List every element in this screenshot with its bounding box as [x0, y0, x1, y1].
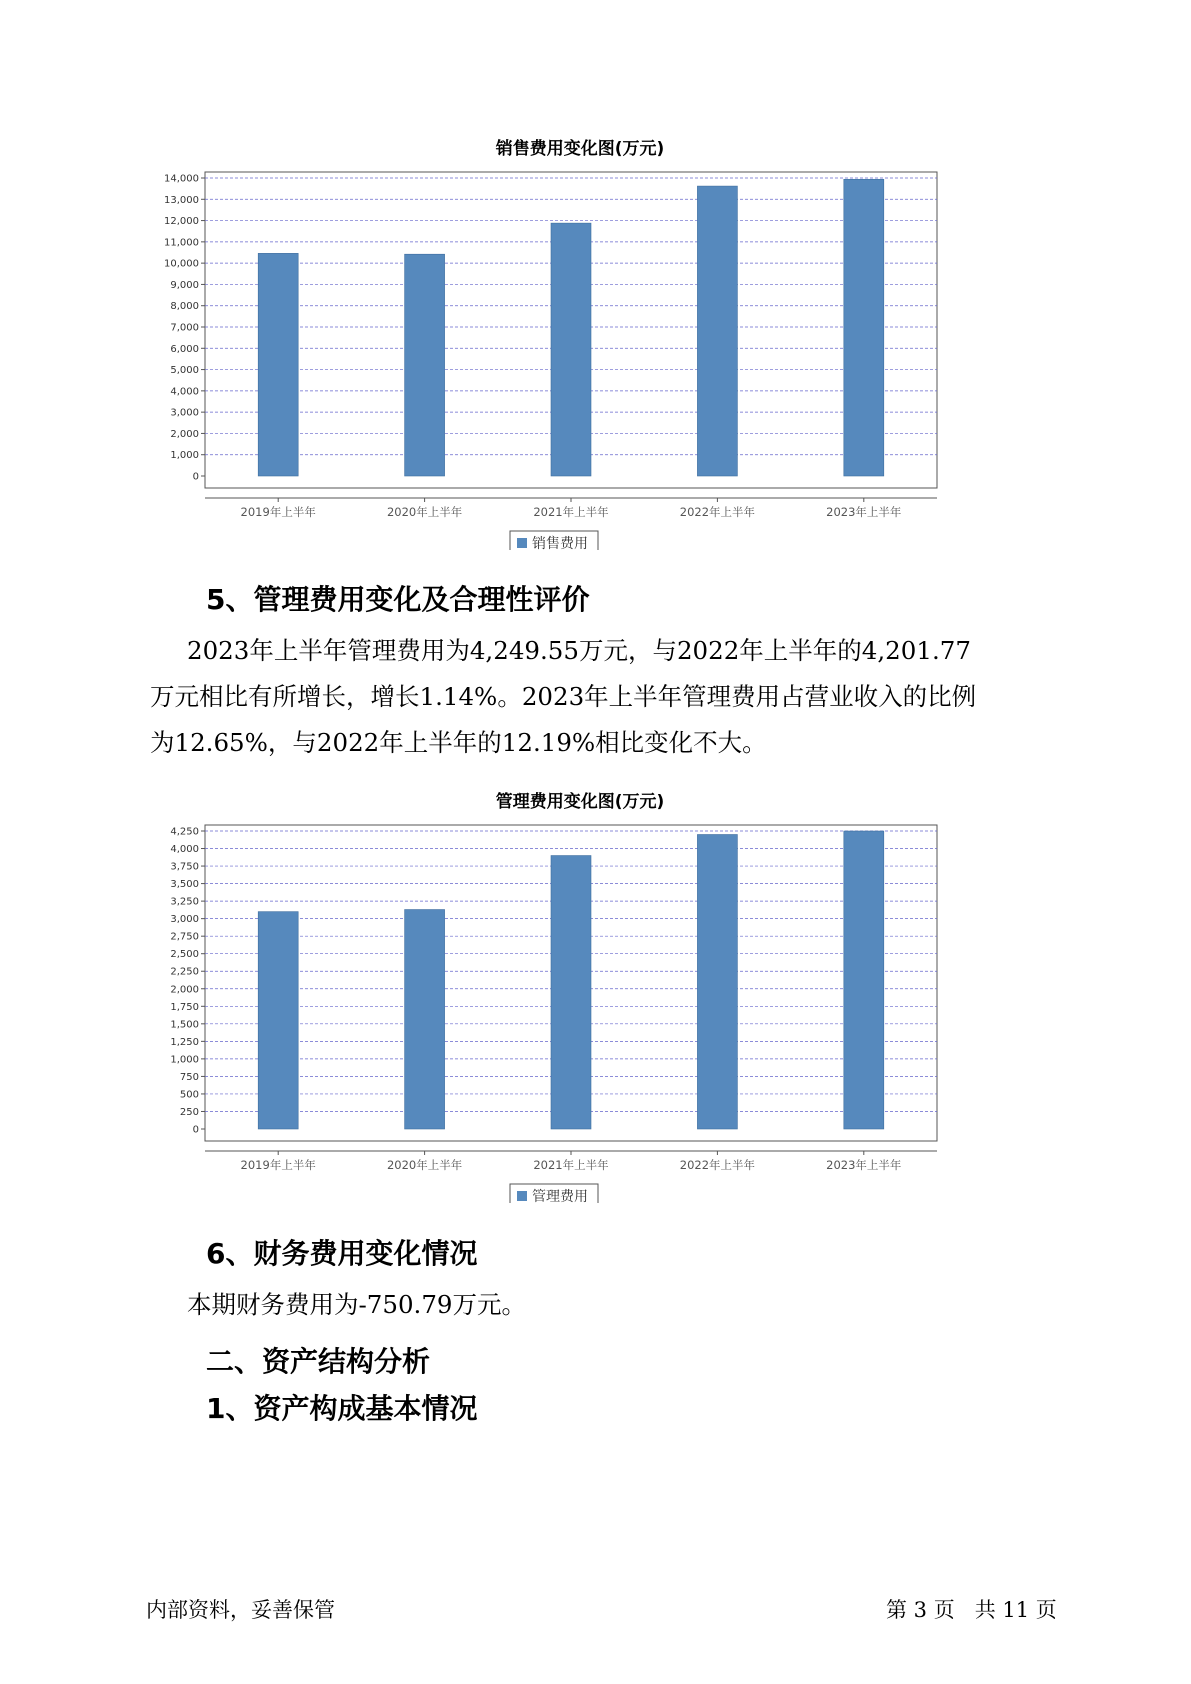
admin-expense-chart-svg — [150, 783, 1010, 1203]
y-tick-label: 7,000 — [170, 322, 199, 334]
y-tick-label: 4,000 — [170, 844, 199, 856]
bar — [551, 856, 591, 1129]
bar — [844, 179, 884, 476]
y-tick-label: 2,000 — [170, 984, 199, 996]
chart-title: 销售费用变化图(万元) — [495, 139, 665, 159]
y-tick-label: 0 — [192, 471, 199, 483]
y-tick-label: 2,750 — [170, 931, 199, 943]
x-tick-label: 2023年上半年 — [826, 505, 902, 519]
sales-expense-chart — [150, 130, 1010, 550]
x-tick-label: 2020年上半年 — [386, 1158, 463, 1172]
paragraph-line: 为12.65%，与2022年上半年的12.19%相比变化不大。 — [150, 728, 767, 757]
y-tick-label: 3,250 — [170, 896, 199, 908]
y-tick-label: 4,250 — [170, 826, 199, 838]
bar — [697, 186, 737, 476]
y-tick-label: 14,000 — [164, 173, 199, 185]
y-tick-label: 3,750 — [170, 861, 199, 873]
y-tick-label: 1,250 — [170, 1036, 199, 1048]
footer-page-number: 第 3 页 共 11 页 — [886, 1598, 1057, 1622]
y-tick-label: 9,000 — [170, 279, 199, 291]
bar — [258, 253, 298, 476]
y-tick-label: 6,000 — [170, 343, 199, 355]
bar — [551, 223, 591, 476]
y-tick-label: 10,000 — [164, 258, 199, 270]
y-tick-label: 1,750 — [170, 1001, 199, 1013]
y-tick-label: 1,500 — [170, 1019, 199, 1031]
y-tick-label: 5,000 — [170, 365, 199, 377]
chart-title: 管理费用变化图(万元) — [495, 792, 665, 812]
y-tick-label: 13,000 — [164, 194, 199, 206]
section-5-paragraph — [150, 628, 1050, 766]
admin-expense-chart — [150, 783, 1010, 1203]
legend-swatch — [517, 1191, 527, 1201]
bar — [405, 254, 445, 476]
legend-label: 销售费用 — [532, 536, 588, 550]
part-2-heading: 二、资产结构分析 — [206, 1345, 431, 1378]
footer-confidential-note: 内部资料，妥善保管 — [146, 1598, 335, 1622]
y-tick-label: 250 — [179, 1106, 199, 1118]
y-tick-label: 2,500 — [170, 949, 199, 961]
x-tick-label: 2021年上半年 — [533, 505, 609, 519]
x-tick-label: 2021年上半年 — [533, 1158, 609, 1172]
bar — [844, 831, 884, 1129]
x-tick-label: 2022年上半年 — [679, 1158, 756, 1172]
bar — [405, 910, 445, 1129]
x-tick-label: 2019年上半年 — [240, 505, 316, 519]
y-tick-label: 8,000 — [170, 301, 199, 313]
section-5-heading: 5、管理费用变化及合理性评价 — [206, 583, 590, 616]
y-tick-label: 500 — [179, 1089, 199, 1101]
legend-swatch — [517, 538, 527, 548]
y-tick-label: 12,000 — [164, 216, 199, 228]
section-6-paragraph — [150, 1282, 1050, 1328]
y-tick-label: 750 — [179, 1071, 199, 1083]
x-tick-label: 2019年上半年 — [240, 1158, 316, 1172]
y-tick-label: 3,000 — [170, 407, 199, 419]
y-tick-label: 1,000 — [170, 1054, 199, 1066]
y-tick-label: 0 — [192, 1124, 199, 1136]
bar — [697, 835, 737, 1129]
bar — [258, 912, 298, 1129]
part-2-section-1-heading: 1、资产构成基本情况 — [206, 1392, 478, 1425]
x-tick-label: 2020年上半年 — [386, 505, 463, 519]
y-tick-label: 2,250 — [170, 966, 199, 978]
y-tick-label: 2,000 — [170, 428, 199, 440]
y-tick-label: 3,000 — [170, 914, 199, 926]
y-tick-label: 1,000 — [170, 450, 199, 462]
sales-expense-chart-svg — [150, 130, 1010, 550]
x-tick-label: 2023年上半年 — [826, 1158, 902, 1172]
paragraph-line: 本期财务费用为-750.79万元。 — [187, 1290, 527, 1319]
paragraph-line: 2023年上半年管理费用为4,249.55万元，与2022年上半年的4,201.77 — [187, 636, 971, 665]
y-tick-label: 11,000 — [164, 237, 199, 249]
x-tick-label: 2022年上半年 — [679, 505, 756, 519]
section-6-heading: 6、财务费用变化情况 — [206, 1237, 478, 1270]
legend-label: 管理费用 — [532, 1189, 588, 1203]
y-tick-label: 4,000 — [170, 386, 199, 398]
y-tick-label: 3,500 — [170, 879, 199, 891]
paragraph-line: 万元相比有所增长，增长1.14%。2023年上半年管理费用占营业收入的比例 — [150, 682, 977, 711]
